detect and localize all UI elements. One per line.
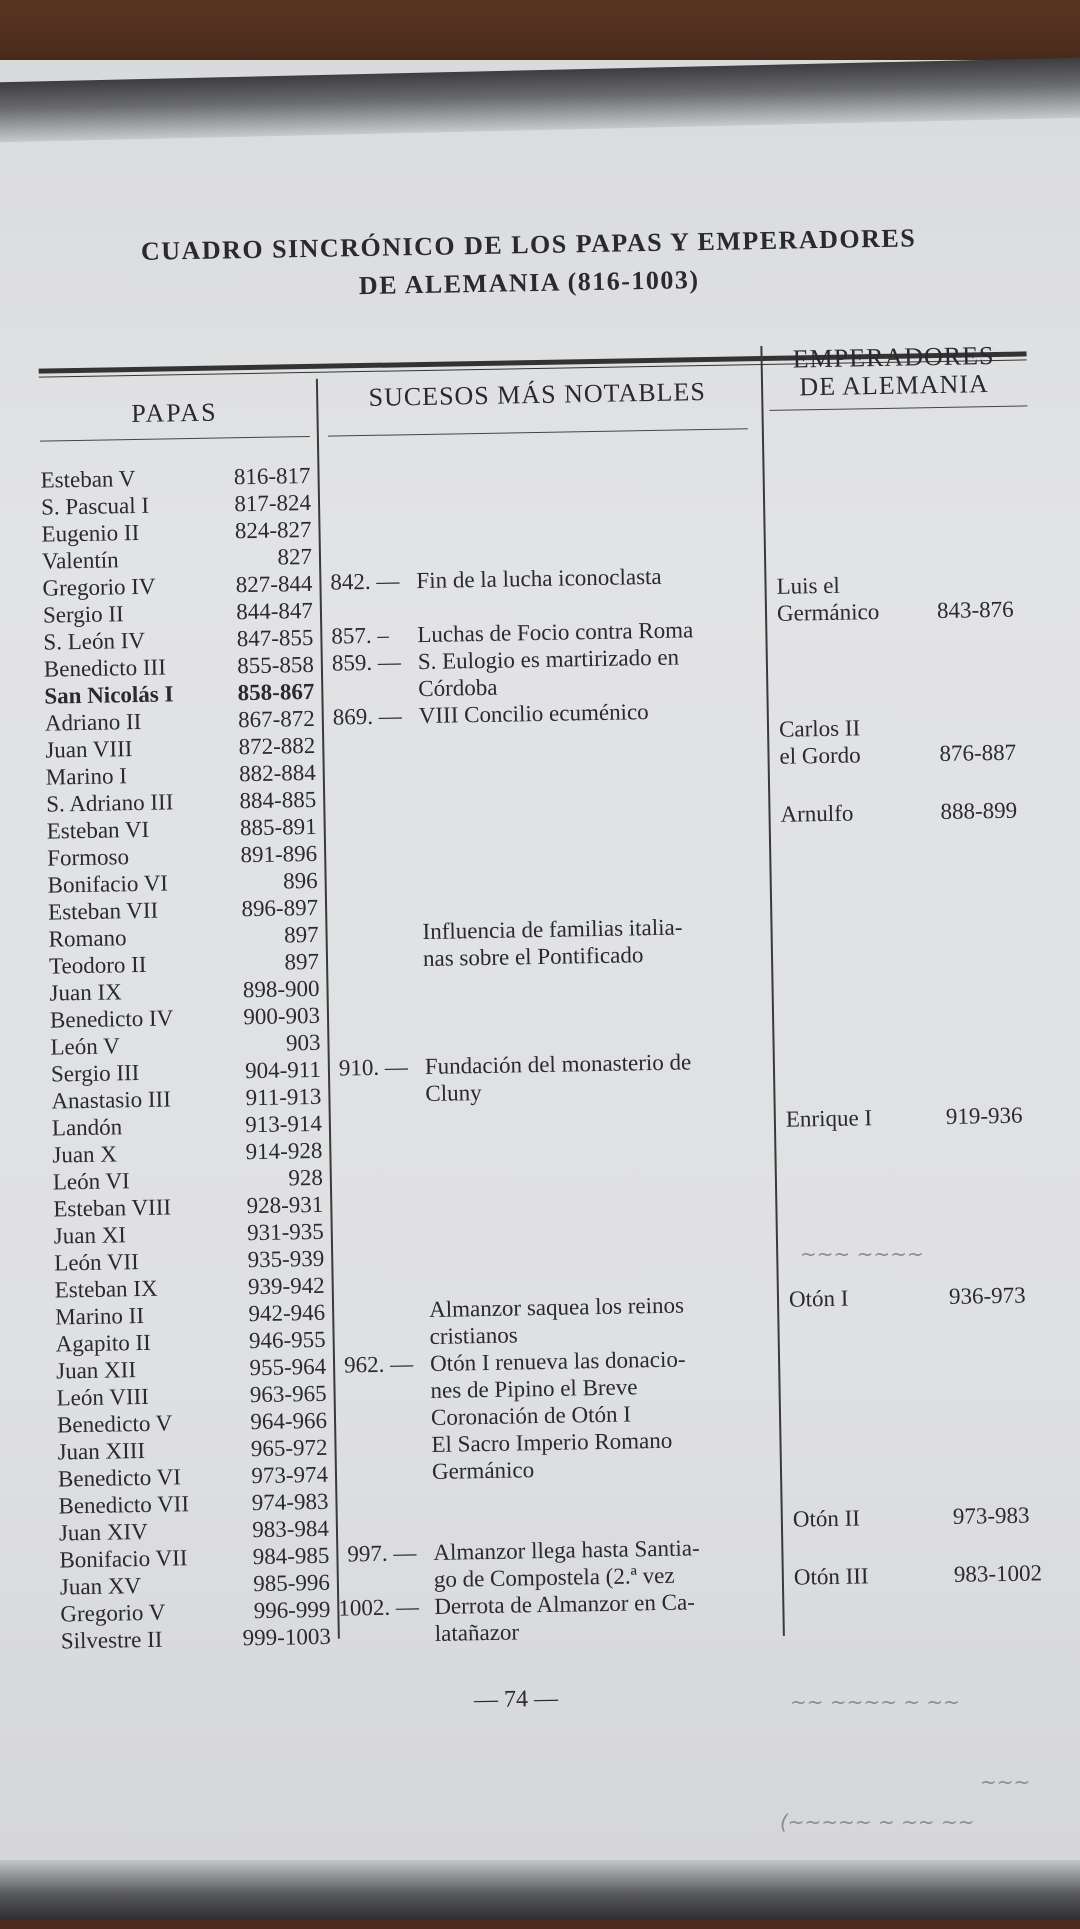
pope-name: Eugenio II bbox=[41, 519, 140, 547]
pope-name: Valentín bbox=[41, 547, 119, 574]
emperor-enrique: Enrique I 919-936 bbox=[785, 1102, 1023, 1132]
pope-years: 898-900 bbox=[242, 975, 320, 1003]
event-910: 910. — Fundación del monasterio de Cluny bbox=[338, 1049, 692, 1107]
column-header-emperadores bbox=[768, 342, 1019, 402]
pope-name: Sergio II bbox=[42, 601, 124, 628]
title-line-2: DE ALEMANIA (816-1003) bbox=[358, 265, 700, 301]
emperor-luis-name-line1: Luis el bbox=[776, 572, 841, 599]
pope-name: Benedicto V bbox=[56, 1410, 173, 1438]
pope-name: Benedicto VII bbox=[58, 1491, 190, 1519]
event-869: 869. — VIII Concilio ecuménico bbox=[332, 699, 649, 730]
page-title bbox=[78, 218, 979, 310]
pope-years: 974-983 bbox=[251, 1488, 329, 1516]
pope-years: 885-891 bbox=[239, 813, 317, 841]
pope-years: 867-872 bbox=[237, 705, 316, 733]
pope-name: Esteban V bbox=[40, 465, 136, 493]
pope-name: S. Pascual I bbox=[40, 492, 150, 520]
pope-name: Juan XI bbox=[53, 1222, 127, 1249]
pope-name: Gregorio V bbox=[60, 1599, 166, 1627]
pope-name: Juan XIII bbox=[57, 1437, 146, 1465]
column-header-papas: PAPAS bbox=[131, 397, 218, 429]
page-number: — 74 — bbox=[473, 1685, 559, 1714]
pope-years: 897 bbox=[283, 921, 319, 948]
pope-name: Anastasio III bbox=[51, 1086, 172, 1114]
sucesos-header-rule bbox=[328, 428, 748, 436]
emperor-carlos: el Gordo 876-887 bbox=[779, 739, 1017, 769]
pope-name: León VIII bbox=[56, 1383, 150, 1411]
pencil-annotation: ~~~ ~~~~ bbox=[800, 1242, 924, 1266]
pope-name: Adriano II bbox=[44, 708, 142, 736]
event-familias-italianas: Influencia de familias italia- nas sobre el Pontificado bbox=[422, 914, 683, 972]
pope-name: Gregorio IV bbox=[42, 573, 156, 601]
pope-years: 931-935 bbox=[246, 1218, 324, 1246]
pope-years: 816-817 bbox=[233, 462, 311, 490]
pope-years: 935-939 bbox=[247, 1245, 325, 1273]
pope-name: S. Adriano III bbox=[46, 789, 174, 817]
emperor-arnulfo: Arnulfo 888-899 bbox=[780, 797, 1018, 827]
pope-name: Benedicto VI bbox=[57, 1464, 182, 1492]
pope-years: 891-896 bbox=[240, 840, 318, 868]
pope-name: Teodoro II bbox=[48, 951, 147, 979]
pope-name: Benedicto IV bbox=[49, 1005, 174, 1033]
pope-name: S. León IV bbox=[43, 627, 146, 655]
event-842: 842. — Fin de la lucha iconoclasta bbox=[330, 563, 662, 595]
pope-years: 985-996 bbox=[252, 1569, 331, 1597]
pope-years: 939-942 bbox=[247, 1272, 325, 1300]
pope-name: Juan XII bbox=[55, 1357, 137, 1384]
emperor-luis: Germánico 843-876 bbox=[776, 596, 1014, 626]
pope-name: León VI bbox=[52, 1168, 130, 1195]
pope-years: 900-903 bbox=[243, 1002, 321, 1030]
pope-name: Esteban VII bbox=[47, 897, 159, 925]
pencil-annotation: (~~~~~ ~ ~~ ~~ bbox=[780, 1810, 975, 1834]
pope-years: 824-827 bbox=[234, 516, 312, 544]
pope-name: Benedicto III bbox=[43, 654, 167, 682]
pope-years: 996-999 bbox=[253, 1596, 331, 1624]
event-962: 962. — Otón I renueva las donacio- nes de Pipino el Breve Coronación de Otón I El Sacro Imperio Romano Germánico bbox=[343, 1346, 686, 1484]
event-1002: 1002. — Derrota de Almanzor en Ca- latañazor bbox=[338, 1589, 696, 1646]
pope-years: 965-972 bbox=[250, 1434, 328, 1462]
column-divider-2 bbox=[760, 346, 785, 1636]
pope-years: 897 bbox=[284, 948, 320, 975]
pope-years: 904-911 bbox=[244, 1056, 322, 1084]
pope-name: Romano bbox=[48, 925, 127, 952]
pope-years: 911-913 bbox=[245, 1083, 322, 1111]
event-997: 997. — Almanzor llega hasta Santia- go de Compostela (2.ª vez bbox=[347, 1535, 700, 1592]
emperor-oton-1: Otón I 936-973 bbox=[788, 1282, 1026, 1312]
pope-years: 882-884 bbox=[238, 759, 316, 787]
pope-name: San Nicolás I bbox=[44, 681, 174, 709]
pope-name: Juan XV bbox=[59, 1573, 142, 1600]
pope-name: Juan XIV bbox=[58, 1518, 148, 1546]
pope-name: Marino II bbox=[54, 1302, 145, 1330]
pope-name: Bonifacio VII bbox=[59, 1545, 188, 1573]
pope-years: 903 bbox=[285, 1029, 321, 1056]
event-859: 859. — S. Eulogio es martirizado en Córdoba bbox=[331, 644, 680, 702]
pencil-annotation: ~~ ~~~~ ~ ~~ bbox=[790, 1690, 960, 1714]
pope-years: 817-824 bbox=[234, 489, 312, 517]
pope-years: 872-882 bbox=[238, 732, 316, 760]
pope-years: 855-858 bbox=[236, 651, 315, 679]
pope-years: 983-984 bbox=[252, 1515, 330, 1543]
pope-years: 858-867 bbox=[237, 678, 315, 706]
emperadores-header-rule bbox=[769, 405, 1027, 411]
pope-name: Juan VIII bbox=[45, 736, 133, 763]
pope-years: 973-974 bbox=[251, 1461, 329, 1489]
pope-name: Sergio III bbox=[50, 1060, 140, 1087]
pope-name: León VII bbox=[54, 1249, 139, 1276]
pope-name: Landón bbox=[51, 1114, 123, 1141]
column-header-emperadores-line-2: DE ALEMANIA bbox=[799, 369, 989, 402]
pencil-annotation: ~~~ bbox=[980, 1770, 1031, 1794]
title-line-1: CUADRO SINCRÓNICO DE LOS PAPAS Y EMPERADORES bbox=[140, 223, 917, 266]
emperor-carlos-name-line1: Carlos II bbox=[778, 715, 861, 742]
pope-years: 896-897 bbox=[241, 894, 319, 922]
pope-name: Juan IX bbox=[49, 979, 122, 1006]
pope-years: 946-955 bbox=[248, 1326, 326, 1354]
pope-name: León V bbox=[50, 1033, 120, 1060]
pope-years: 827 bbox=[277, 543, 313, 570]
pope-name: Silvestre II bbox=[60, 1626, 163, 1654]
emperor-oton-3: Otón III 983-1002 bbox=[793, 1560, 1043, 1590]
pope-years: 844-847 bbox=[236, 597, 314, 625]
pope-name: Formoso bbox=[46, 844, 130, 871]
pope-years: 847-855 bbox=[236, 624, 314, 652]
event-almanzor-saquea: Almanzor saquea los reinos cristianos bbox=[428, 1292, 685, 1349]
pope-years: 999-1003 bbox=[242, 1623, 332, 1651]
pope-name: Juan X bbox=[52, 1141, 118, 1168]
pope-name: Bonifacio VI bbox=[47, 870, 169, 898]
pope-years: 964-966 bbox=[250, 1407, 328, 1435]
pope-years: 928 bbox=[288, 1164, 324, 1191]
event-857: 857. – Luchas de Focio contra Roma bbox=[331, 617, 694, 649]
pope-years: 827-844 bbox=[235, 570, 313, 598]
pope-years: 984-985 bbox=[252, 1542, 330, 1570]
column-header-emperadores-line-1: EMPERADORES bbox=[792, 340, 995, 374]
pope-name: Esteban IX bbox=[54, 1275, 158, 1303]
pope-name: Agapito II bbox=[55, 1329, 152, 1357]
pope-years: 896 bbox=[282, 867, 318, 894]
emperor-oton-2: Otón II 973-983 bbox=[792, 1502, 1030, 1532]
pope-years: 963-965 bbox=[249, 1380, 327, 1408]
pope-years: 884-885 bbox=[239, 786, 317, 814]
pope-years: 928-931 bbox=[246, 1191, 324, 1219]
pope-years: 914-928 bbox=[245, 1137, 323, 1165]
pope-name: Esteban VIII bbox=[53, 1194, 172, 1222]
column-header-sucesos: SUCESOS MÁS NOTABLES bbox=[368, 377, 707, 412]
pope-years: 942-946 bbox=[248, 1299, 326, 1327]
pope-years: 955-964 bbox=[249, 1353, 327, 1381]
papas-header-rule bbox=[40, 436, 310, 442]
pope-name: Marino I bbox=[45, 763, 128, 790]
pope-name: Esteban VI bbox=[46, 816, 150, 844]
pope-row bbox=[61, 1623, 331, 1655]
pope-years: 913-914 bbox=[244, 1110, 323, 1138]
